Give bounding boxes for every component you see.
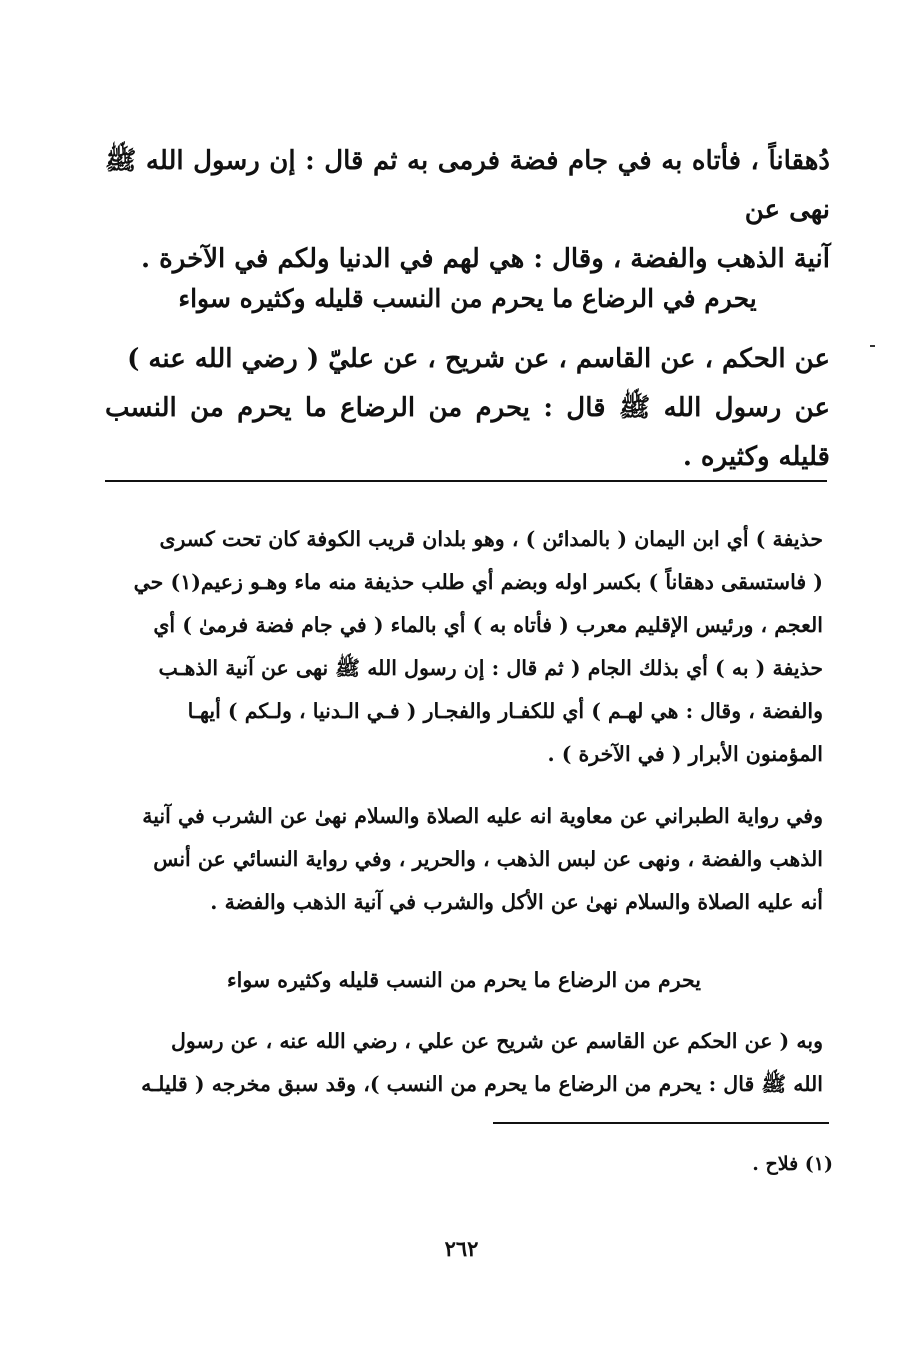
footnote: (١) فلاح .	[752, 1153, 833, 1175]
top-hadith-text	[105, 137, 830, 284]
text-line: العجم ، ورئيس الإقليم معرب ( فأتاه به ) أي بالماء ( في جام فضة فرمىٰ ) أي	[153, 613, 823, 637]
text-line: حذيفة ( به ) أي بذلك الجام ( ثم قال : إن رسول الله ﷺ نهى عن آنية الذهـب	[158, 656, 823, 680]
section-heading: يحرم في الرضاع ما يحرم من النسب قليله وكثيره سواء	[178, 284, 757, 313]
commentary-heading: يحرم من الرضاع ما يحرم من النسب قليله وكثيره سواء	[227, 968, 701, 992]
text-line: أنه عليه الصلاة والسلام نهىٰ عن الأكل والشرب في آنية الذهب والفضة .	[210, 890, 823, 914]
text-line: الذهب والفضة ، ونهى عن لبس الذهب ، والحرير ، وفي رواية النسائي عن أنس	[153, 847, 823, 871]
text-line: دُهقاناً ، فأتاه به في جام فضة فرمى به ثم قال : إن رسول الله ﷺ نهى عن	[105, 146, 830, 225]
page-number: ٢٦٢	[444, 1236, 479, 1261]
section-divider	[105, 480, 827, 482]
text-line: المؤمنون الأبرار ( في الآخرة ) .	[547, 742, 823, 766]
text-line: وفي رواية الطبراني عن معاوية انه عليه الصلاة والسلام نهىٰ عن الشرب في آنية	[142, 804, 823, 828]
commentary-paragraph-3	[105, 1020, 823, 1106]
text-line: عن الحكم ، عن القاسم ، عن شريح ، عن عليّ ( رضي الله عنه )	[127, 344, 830, 374]
footnote-divider	[493, 1122, 829, 1124]
text-line: وبه ( عن الحكم عن القاسم عن شريح عن علي ، رضي الله عنه ، عن رسول	[170, 1029, 823, 1053]
text-line: والفضة ، وقال : هي لهـم ) أي للكفـار والفجـار ( فـي الـدنيا ، ولـكم ) أيهـا	[187, 699, 823, 723]
text-line: حذيفة ) أي ابن اليمان ( بالمدائن ) ، وهو بلدان قريب الكوفة كان تحت كسرى	[159, 527, 823, 551]
text-line: ( فاستسقى دهقاناً ) بكسر اوله وبضم أي طلب حذيفة منه ماء وهـو زعيم(١) حي	[133, 570, 823, 594]
text-line: الله ﷺ قال : يحرم من الرضاع ما يحرم من النسب )، وقد سبق مخرجه ( قليلـه	[141, 1072, 823, 1096]
stray-mark	[870, 345, 875, 347]
text-line: آنية الذهب والفضة ، وقال : هي لهم في الدنيا ولكم في الآخرة .	[141, 244, 830, 274]
text-line: عن رسول الله ﷺ قال : يحرم من الرضاع ما يحرم من النسب قليله وكثيره .	[105, 393, 830, 472]
commentary-paragraph-1	[105, 518, 823, 776]
commentary-paragraph-2	[105, 795, 823, 924]
hadith-text	[105, 335, 830, 482]
